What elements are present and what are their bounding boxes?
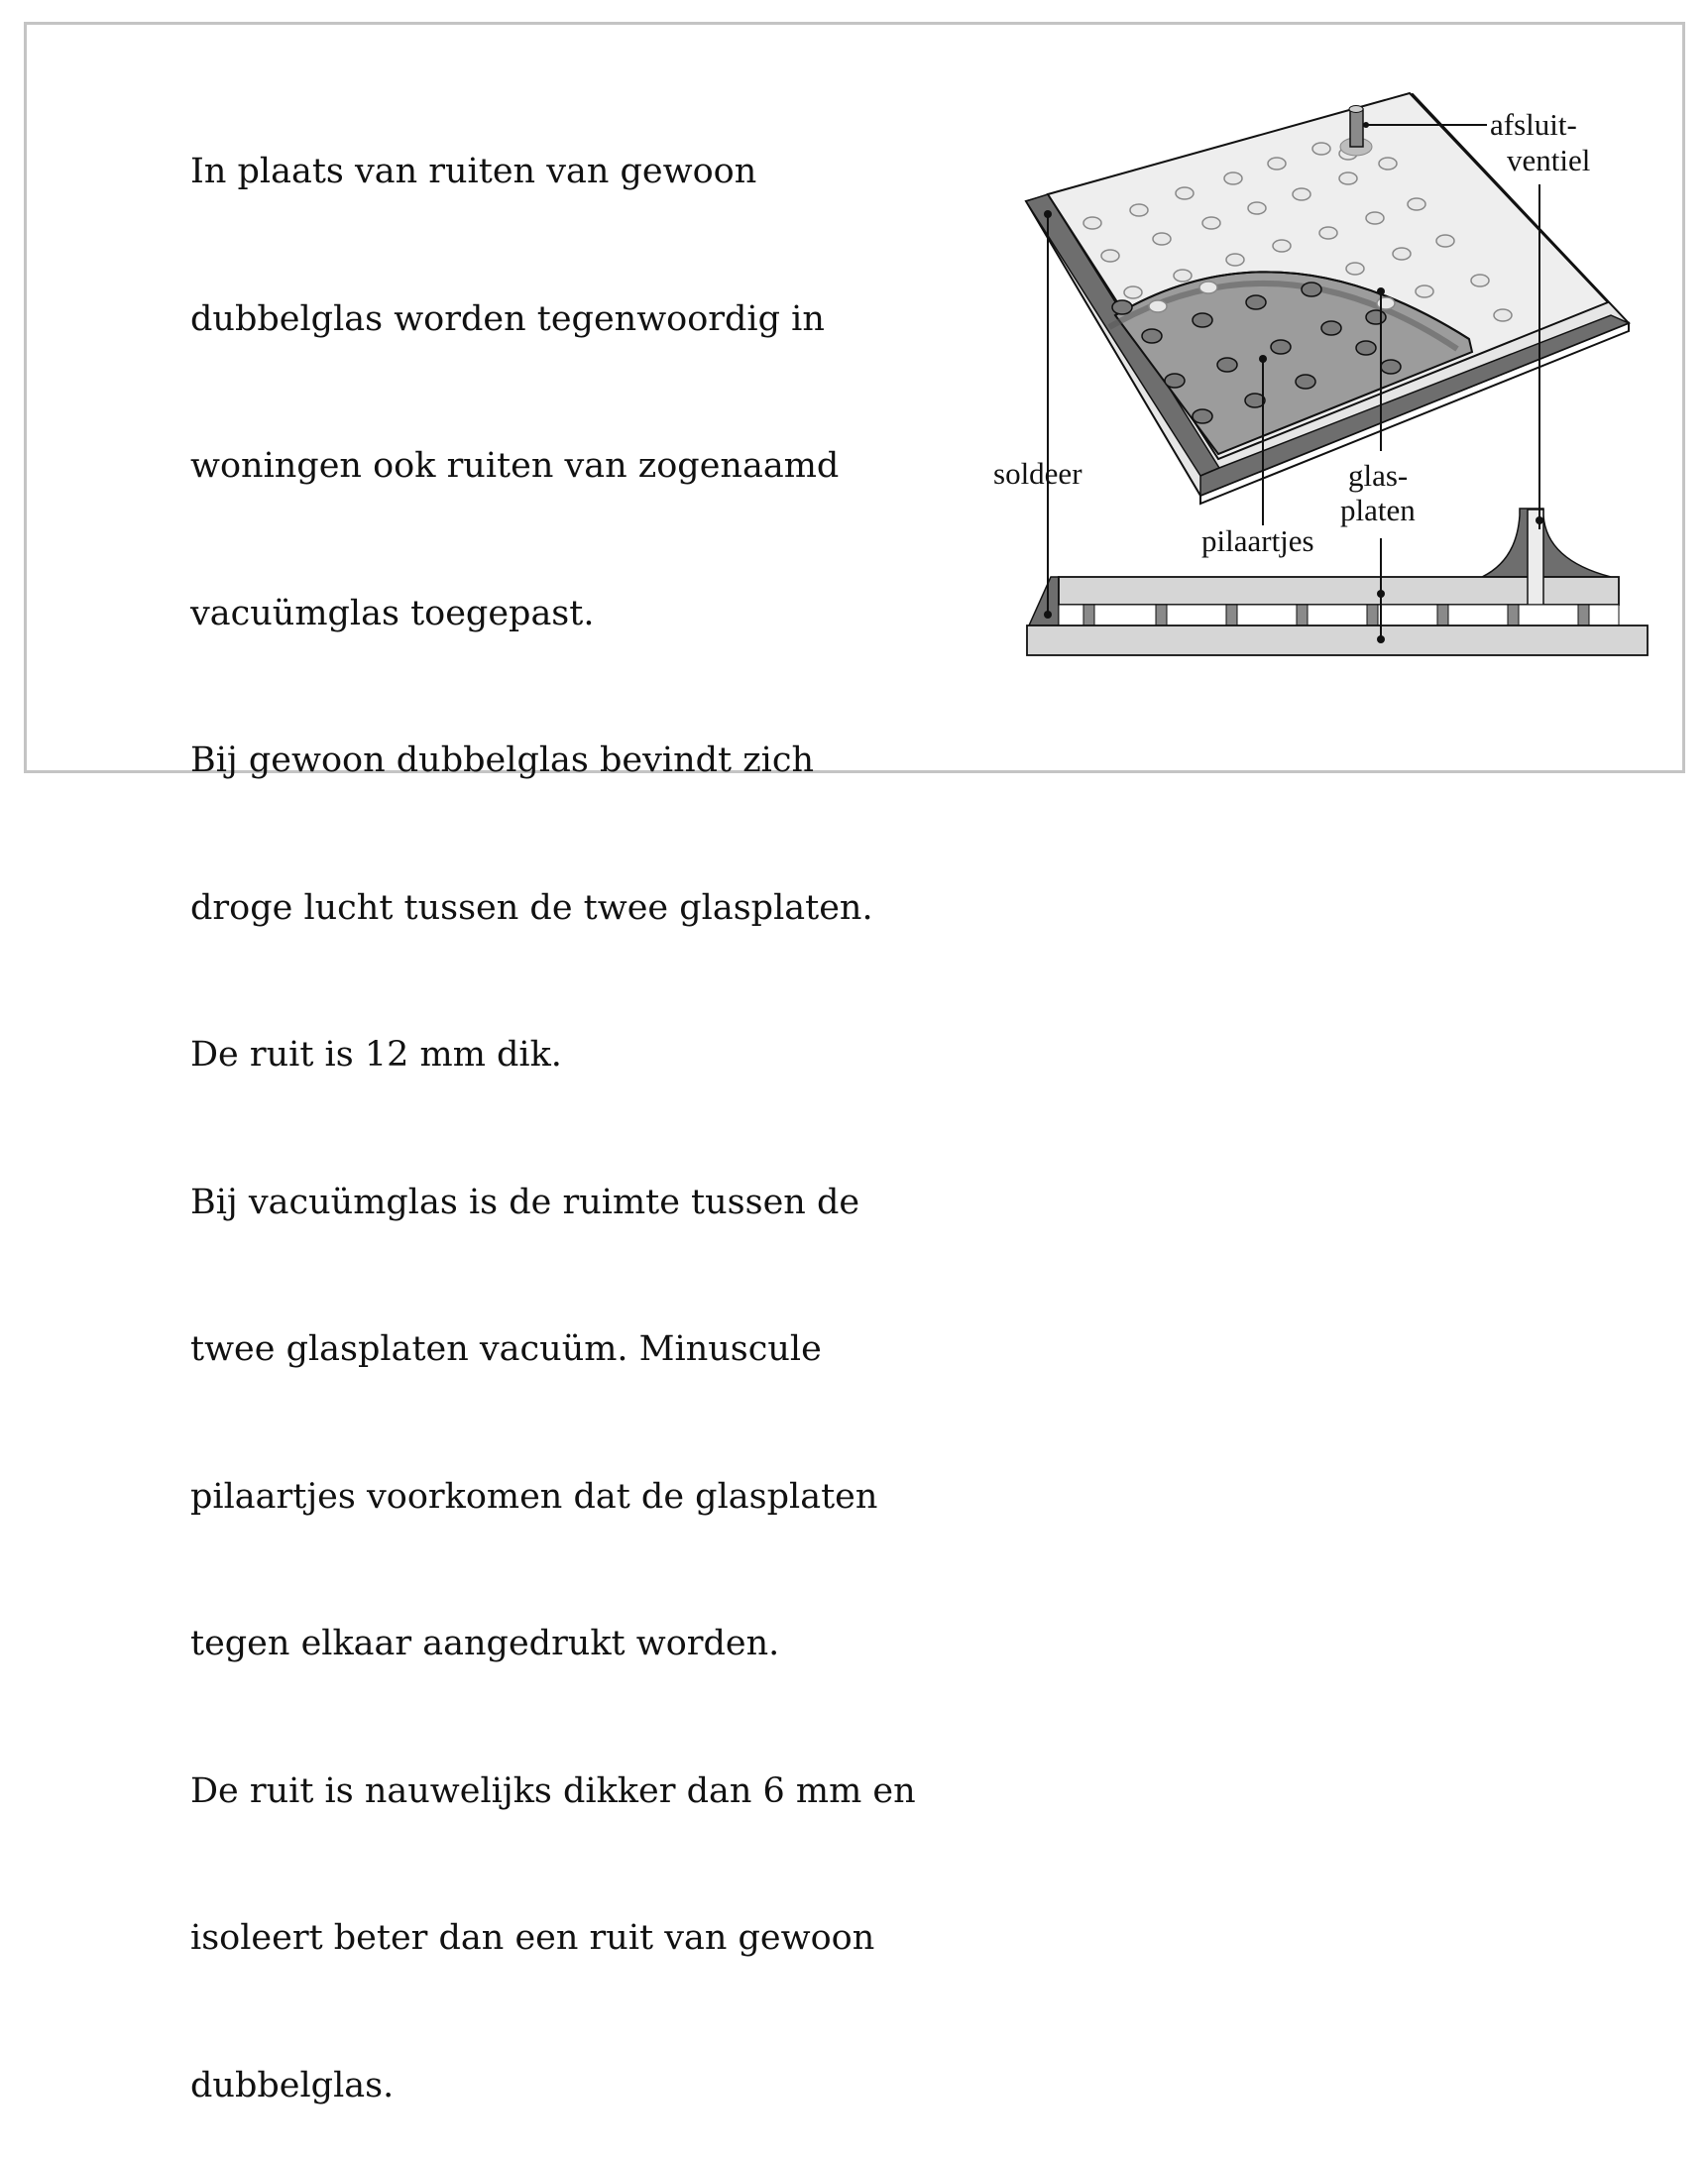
text-line: pilaartjes voorkomen dat de glasplaten bbox=[190, 1476, 878, 1517]
text-line: droge lucht tussen de twee glasplaten. bbox=[190, 887, 873, 928]
section-gap bbox=[1059, 605, 1619, 625]
text-line: De ruit is 12 mm dik. bbox=[190, 1035, 562, 1075]
description-text bbox=[190, 50, 964, 2160]
text-line: Bij gewoon dubbelglas bevindt zich bbox=[190, 740, 814, 780]
label-panes: platen bbox=[1340, 493, 1416, 527]
section-valve-body bbox=[1482, 509, 1611, 577]
valve-top bbox=[1349, 106, 1363, 113]
text-line: tegen elkaar aangedrukt worden. bbox=[190, 1624, 780, 1663]
label-valve: ventiel bbox=[1507, 143, 1591, 177]
vacuum-glass-diagram bbox=[971, 79, 1665, 684]
valve-stem bbox=[1350, 109, 1363, 147]
text-line: isoleert beter dan een ruit van gewoon bbox=[190, 1918, 875, 1958]
section-solder-left bbox=[1029, 577, 1059, 625]
text-line: De ruit is nauwelijks dikker dan 6 mm en bbox=[190, 1770, 916, 1811]
text-line: dubbelglas. bbox=[190, 2065, 395, 2105]
text-line: In plaats van ruiten van gewoon bbox=[190, 152, 757, 191]
label-pillars: pilaartjes bbox=[1201, 523, 1314, 558]
label-valve: afsluit- bbox=[1490, 107, 1577, 142]
label-panes: glas- bbox=[1348, 458, 1409, 493]
text-line: Bij vacuümglas is de ruimte tussen de bbox=[190, 1182, 860, 1222]
text-line: woningen ook ruiten van zogenaamd bbox=[190, 446, 840, 486]
text-line: twee glasplaten vacuüm. Minuscule bbox=[190, 1329, 822, 1369]
label-solder: soldeer bbox=[993, 456, 1082, 491]
text-line: vacuümglas toegepast. bbox=[190, 593, 595, 633]
section-bottom-pane bbox=[1027, 625, 1648, 655]
text-line: dubbelglas worden tegenwoordig in bbox=[190, 298, 825, 339]
